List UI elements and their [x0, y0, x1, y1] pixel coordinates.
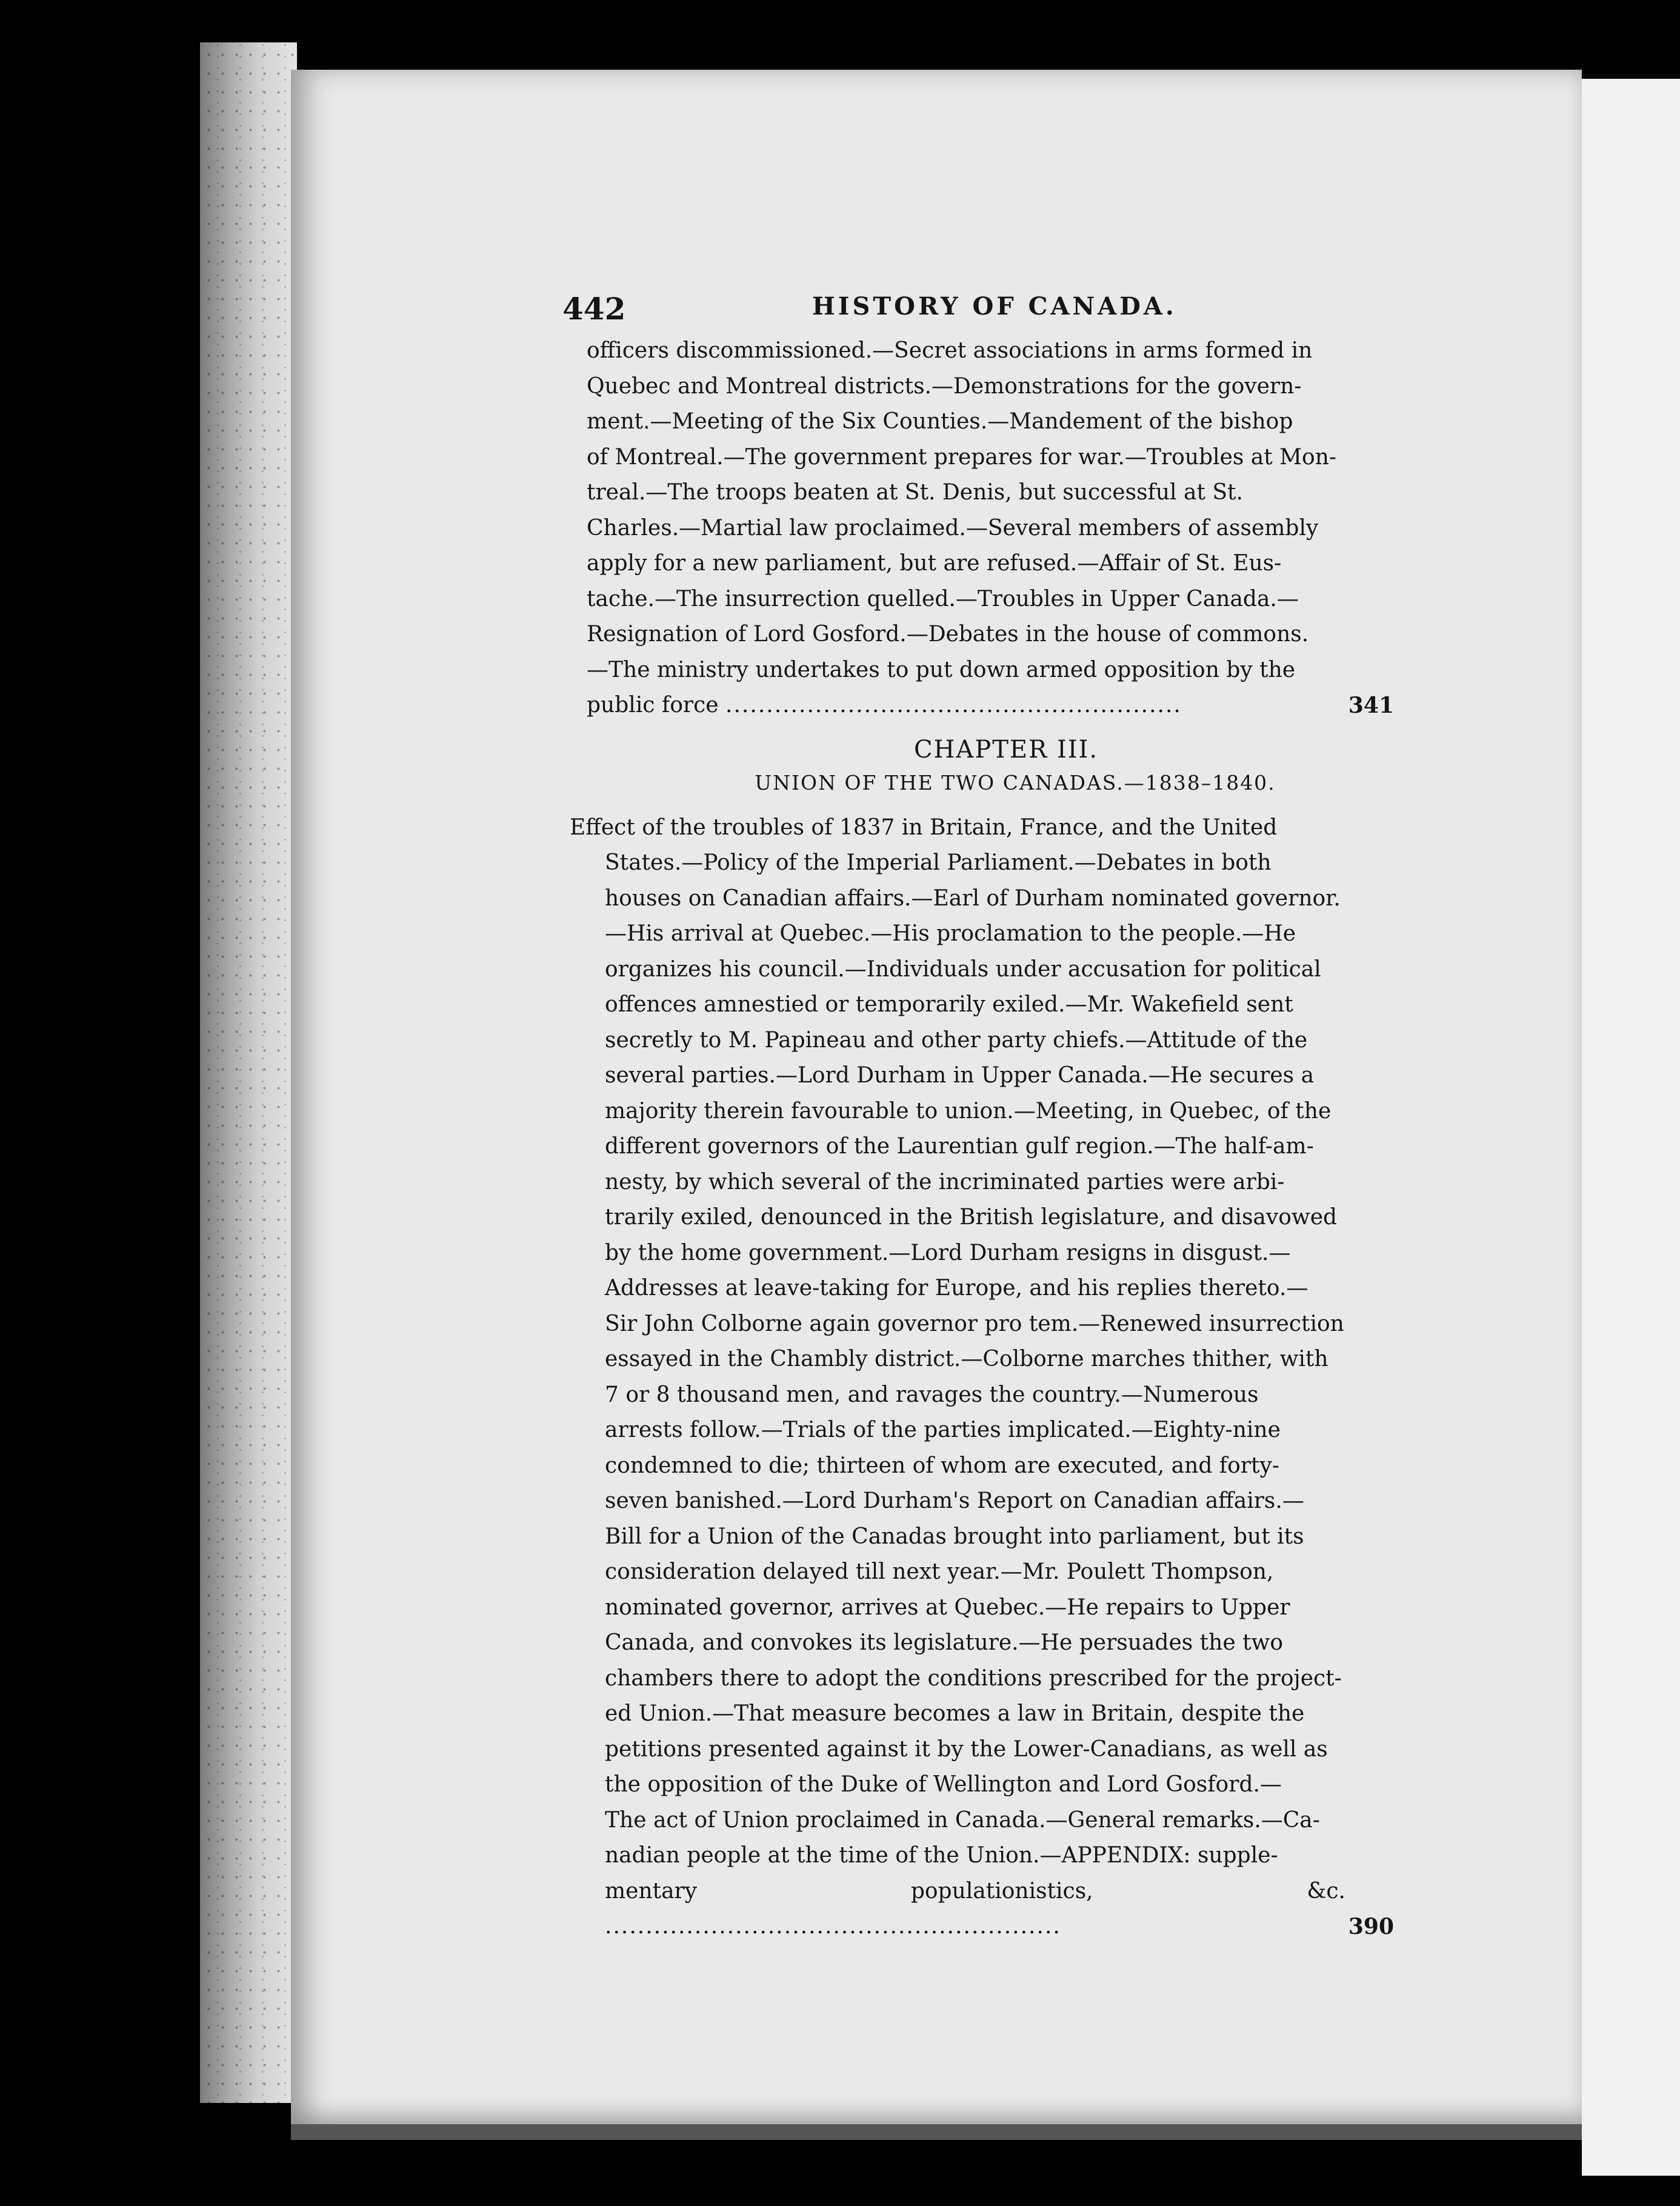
entry-line: Charles.—Martial law proclaimed.—Several members of assembly [587, 515, 1319, 541]
entry-line: —The ministry undertakes to put down armed opposition by the [587, 657, 1296, 682]
entry-line: 7 or 8 thousand men, and ravages the country.—Numerous [605, 1382, 1259, 1407]
entry-last-line [558, 688, 1394, 724]
entry-line: consideration delayed till next year.—Mr. Poulett Thompson, [605, 1559, 1274, 1584]
running-title: HISTORY OF CANADA. [812, 292, 1177, 321]
entry-line: Effect of the troubles of 1837 in Britain, France, and the United [570, 815, 1278, 840]
entry-line: The act of Union proclaimed in Canada.—General remarks.—Ca- [605, 1807, 1320, 1833]
chapter-heading: CHAPTER III. [913, 735, 1099, 764]
entry-line: majority therein favourable to union.—Meeting, in Quebec, of the [605, 1098, 1332, 1124]
entry-line: Addresses at leave-taking for Europe, and his replies thereto.— [605, 1276, 1308, 1301]
chapter-subtitle: UNION OF THE TWO CANADAS.—1838–1840. [755, 770, 1276, 795]
entry-line-text: mentary populationistics, &c. [605, 1878, 1345, 1904]
entry-line-text: ment.—Meeting of the Six Counties.—Mandement of the bishop [587, 409, 1293, 434]
entry-line: chambers there to adopt the conditions prescribed for the project- [605, 1665, 1342, 1691]
spine-speckles [200, 42, 297, 2103]
entry-line [558, 404, 1345, 440]
entry-line: trarily exiled, denounced in the British legislature, and disavowed [605, 1205, 1338, 1230]
page-reference: 341 [1348, 693, 1394, 718]
contents-entry-chapter-ii-continued [558, 333, 1394, 724]
entry-line: different governors of the Laurentian gulf region.—The half-am- [605, 1134, 1314, 1159]
entry-line: petitions presented against it by the Lower-Canadians, as well as [605, 1736, 1328, 1762]
entry-line: —His arrival at Quebec.—His proclamation to the people.—He [605, 921, 1296, 946]
entry-line: houses on Canadian affairs.—Earl of Durham nominated governor. [605, 885, 1341, 911]
leader-dots: ........................................................ [725, 693, 1182, 718]
entry-line: the opposition of the Duke of Wellington and Lord Gosford.— [605, 1772, 1282, 1797]
leader-dots: ........................................................ [605, 1914, 1061, 1939]
entry-line: by the home government.—Lord Durham resigns in disgust.— [605, 1240, 1291, 1265]
entry-line: officers discommissioned.—Secret associations in arms formed in [587, 338, 1313, 363]
entry-line: essayed in the Chambly district.—Colborne marches thither, with [605, 1347, 1328, 1371]
entry-line: Bill for a Union of the Canadas brought into parliament, but its [605, 1524, 1304, 1549]
entry-line: Canada, and convokes its legislature.—He persuades the two [605, 1630, 1284, 1655]
entry-line: seven banished.—Lord Durham's Report on Canadian affairs.— [605, 1488, 1304, 1513]
entry-line: secretly to M. Papineau and other party chiefs.—Attitude of the [605, 1027, 1308, 1053]
entry-line: nominated governor, arrives at Quebec.—He repairs to Upper [605, 1595, 1290, 1620]
page-bottom-shadow [291, 2124, 1582, 2140]
entry-line: organizes his council.—Individuals under accusation for political [605, 956, 1321, 982]
page-text-block [558, 285, 1394, 1945]
entry-line: treal.—The troops beaten at St. Denis, but successful at St. [587, 480, 1243, 505]
entry-line: nadian people at the time of the Union.—APPENDIX: supple- [605, 1843, 1278, 1868]
entry-line: tache.—The insurrection quelled.—Troubles in Upper Canada.— [587, 586, 1299, 611]
entry-line: offences amnestied or temporarily exiled.—Mr. Wakefield sent [605, 992, 1293, 1017]
page-number: 442 [562, 291, 626, 327]
running-head [558, 285, 1394, 333]
entry-line: ed Union.—That measure becomes a law in Britain, despite the [605, 1701, 1305, 1726]
entry-line: nesty, by which several of the incriminated parties were arbi- [605, 1169, 1285, 1195]
entry-line: arrests follow.—Trials of the parties implicated.—Eighty-nine [605, 1418, 1281, 1442]
entry-line: apply for a new parliament, but are refused.—Affair of St. Eus- [587, 551, 1282, 576]
contents-entry-chapter-iii [558, 810, 1394, 1945]
entry-last-line [558, 1874, 1394, 1945]
facing-page-edge [1582, 79, 1680, 2176]
entry-line: several parties.—Lord Durham in Upper Canada.—He secures a [605, 1063, 1315, 1088]
page-reference: 390 [1348, 1914, 1394, 1939]
entry-line-text: public force [587, 693, 719, 718]
entry-line: Resignation of Lord Gosford.—Debates in the house of commons. [587, 622, 1309, 647]
entry-line: of Montreal.—The government prepares for war.—Troubles at Mon- [587, 444, 1337, 470]
entry-line: Quebec and Montreal districts.—Demonstrations for the govern- [587, 373, 1302, 399]
entry-line: Sir John Colborne again governor pro tem.—Renewed insurrection [605, 1311, 1344, 1336]
entry-line: condemned to die; thirteen of whom are executed, and forty- [605, 1453, 1279, 1478]
entry-line: States.—Policy of the Imperial Parliament.—Debates in both [605, 850, 1272, 875]
